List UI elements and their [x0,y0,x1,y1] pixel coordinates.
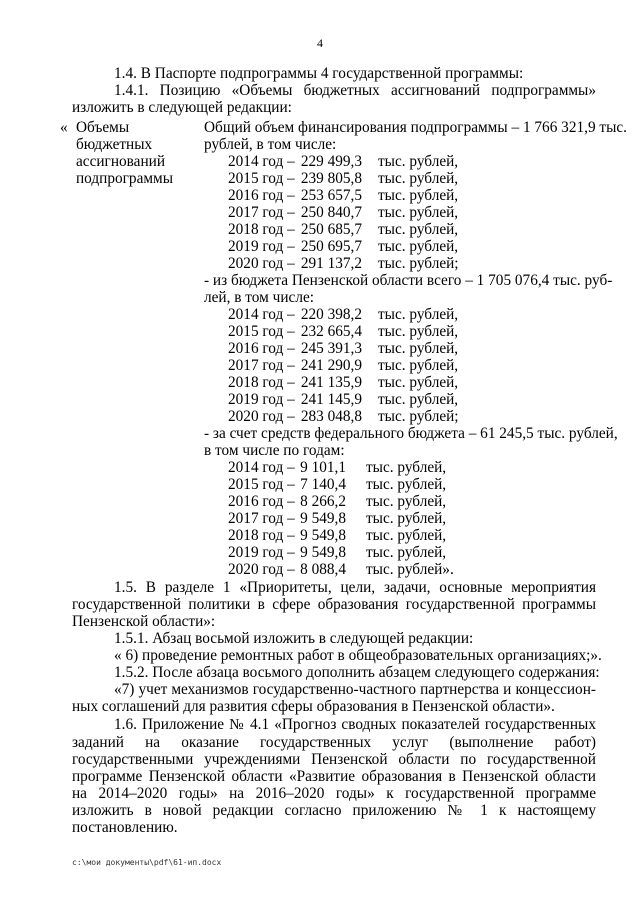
unit-label: тыс. рублей, [378,170,459,187]
amount-value: 9 101,1 [300,459,346,476]
unit-label: тыс. рублей, [378,391,459,408]
section-1-6-line7: постановлению. [72,819,178,836]
section-1-6-line2: заданий на оказание государственных услуг (выполнение работ) [72,734,596,751]
open-quote-mark: « [60,119,68,136]
regional-budget-line1: - из бюджета Пензенской области всего – 1 705 076,4 тыс. руб- [204,272,613,289]
amount-value: 291 137,2 [300,255,362,272]
section-1-6-line3: государственными учреждениями Пензенской области по государственной [72,751,596,768]
section-1-5-line2: государственной политики в сфере образования государственной программы [72,596,596,613]
year-label: 2019 год – [228,238,295,255]
amount-value: 250 840,7 [300,204,362,221]
year-label: 2014 год – [228,459,295,476]
page-number: 4 [317,36,323,50]
unit-label: тыс. рублей, [366,493,447,510]
section-1-5-2-text-line1: «7) учет механизмов государственно-частного партнерства и концессион- [114,681,596,698]
passport-label-line2: бюджетных [76,136,153,153]
year-label: 2016 год – [228,187,295,204]
year-label: 2020 год – [228,561,295,578]
section-1-5-line3: Пензенской области»: [72,613,216,630]
year-label: 2019 год – [228,544,295,561]
section-1-5-2: 1.5.2. После абзаца восьмого дополнить абзацем следующего содержания: [114,664,600,681]
amount-value: 253 657,5 [300,187,362,204]
unit-label: тыс. рублей, [378,221,459,238]
amount-value: 7 140,4 [300,476,346,493]
unit-label: тыс. рублей; [378,255,459,272]
section-1-6-line5: на 2014–2020 годы» на 2016–2020 годы» к государственной программе [72,785,596,802]
year-label: 2019 год – [228,391,295,408]
total-financing-line2: рублей, в том числе: [204,136,337,153]
year-label: 2017 год – [228,204,295,221]
unit-label: тыс. рублей, [378,323,459,340]
unit-label: тыс. рублей, [378,187,459,204]
year-label: 2020 год – [228,255,295,272]
unit-label: тыс. рублей, [366,459,447,476]
year-label: 2017 год – [228,357,295,374]
year-label: 2014 год – [228,153,295,170]
footer-file-path: c:\мои документы\pdf\61-ип.docx [72,858,222,867]
amount-value: 239 805,8 [300,170,362,187]
amount-value: 229 499,3 [300,153,362,170]
unit-label: тыс. рублей, [366,476,447,493]
section-1-5-1: 1.5.1. Абзац восьмой изложить в следующей редакции: [114,630,474,647]
section-1-5-line1: 1.5. В разделе 1 «Приоритеты, цели, задачи, основные мероприятия [114,579,596,596]
regional-budget-line2: лей, в том числе: [204,289,314,306]
amount-value: 250 685,7 [300,221,362,238]
unit-label: тыс. рублей, [378,204,459,221]
unit-label: тыс. рублей, [366,527,447,544]
federal-budget-line1: - за счет средств федерального бюджета – 61 245,5 тыс. рублей, [204,425,618,442]
unit-label: тыс. рублей, [378,238,459,255]
unit-label: тыс. рублей, [366,510,447,527]
amount-value: 241 145,9 [300,391,362,408]
year-label: 2016 год – [228,340,295,357]
unit-label: тыс. рублей; [378,408,459,425]
year-label: 2015 год – [228,170,295,187]
federal-budget-line2: в том числе по годам: [204,442,345,459]
unit-label: тыс. рублей, [378,357,459,374]
year-label: 2014 год – [228,306,295,323]
amount-value: 232 665,4 [300,323,362,340]
unit-label: тыс. рублей, [378,340,459,357]
total-financing-line1: Общий объем финансирования подпрограммы – 1 766 321,9 тыс. [204,119,628,136]
amount-value: 9 549,8 [300,510,346,527]
amount-value: 8 088,4 [300,561,346,578]
section-1-5-2-text-line2: ных соглашений для развития сферы образования в Пензенской области». [72,698,555,715]
section-1-6-line1: 1.6. Приложение № 4.1 «Прогноз сводных показателей государственных [114,716,596,733]
amount-value: 241 290,9 [300,357,362,374]
year-label: 2016 год – [228,493,295,510]
unit-label: тыс. рублей, [378,374,459,391]
unit-label: тыс. рублей». [366,561,454,578]
year-label: 2018 год – [228,374,295,391]
section-1-6-line4: программе Пензенской области «Развитие образования в Пензенской области [72,768,596,785]
section-1-6-line6: изложить в новой редакции согласно приложению № 1 к настоящему [72,802,596,819]
section-1-5-1-text: « 6) проведение ремонтных работ в общеобразовательных организациях;». [114,647,602,664]
unit-label: тыс. рублей, [378,306,459,323]
year-label: 2020 год – [228,408,295,425]
year-label: 2015 год – [228,323,295,340]
year-label: 2017 год – [228,510,295,527]
amount-value: 241 135,9 [300,374,362,391]
unit-label: тыс. рублей, [366,544,447,561]
year-label: 2015 год – [228,476,295,493]
amount-value: 220 398,2 [300,306,362,323]
passport-label-line3: ассигнований [76,153,166,170]
passport-label-line4: подпрограммы [76,170,174,187]
amount-value: 245 391,3 [300,340,362,357]
paragraph-1-4: 1.4. В Паспорте подпрограммы 4 государственной программы: [114,65,524,82]
amount-value: 9 549,8 [300,544,346,561]
year-label: 2018 год – [228,221,295,238]
amount-value: 250 695,7 [300,238,362,255]
year-label: 2018 год – [228,527,295,544]
paragraph-1-4-1-line2: изложить в следующей редакции: [72,99,292,116]
amount-value: 8 266,2 [300,493,346,510]
amount-value: 283 048,8 [300,408,362,425]
passport-label-line1: Объемы [76,119,130,136]
unit-label: тыс. рублей, [378,153,459,170]
paragraph-1-4-1-line1: 1.4.1. Позицию «Объемы бюджетных ассигнований подпрограммы» [114,82,596,99]
amount-value: 9 549,8 [300,527,346,544]
